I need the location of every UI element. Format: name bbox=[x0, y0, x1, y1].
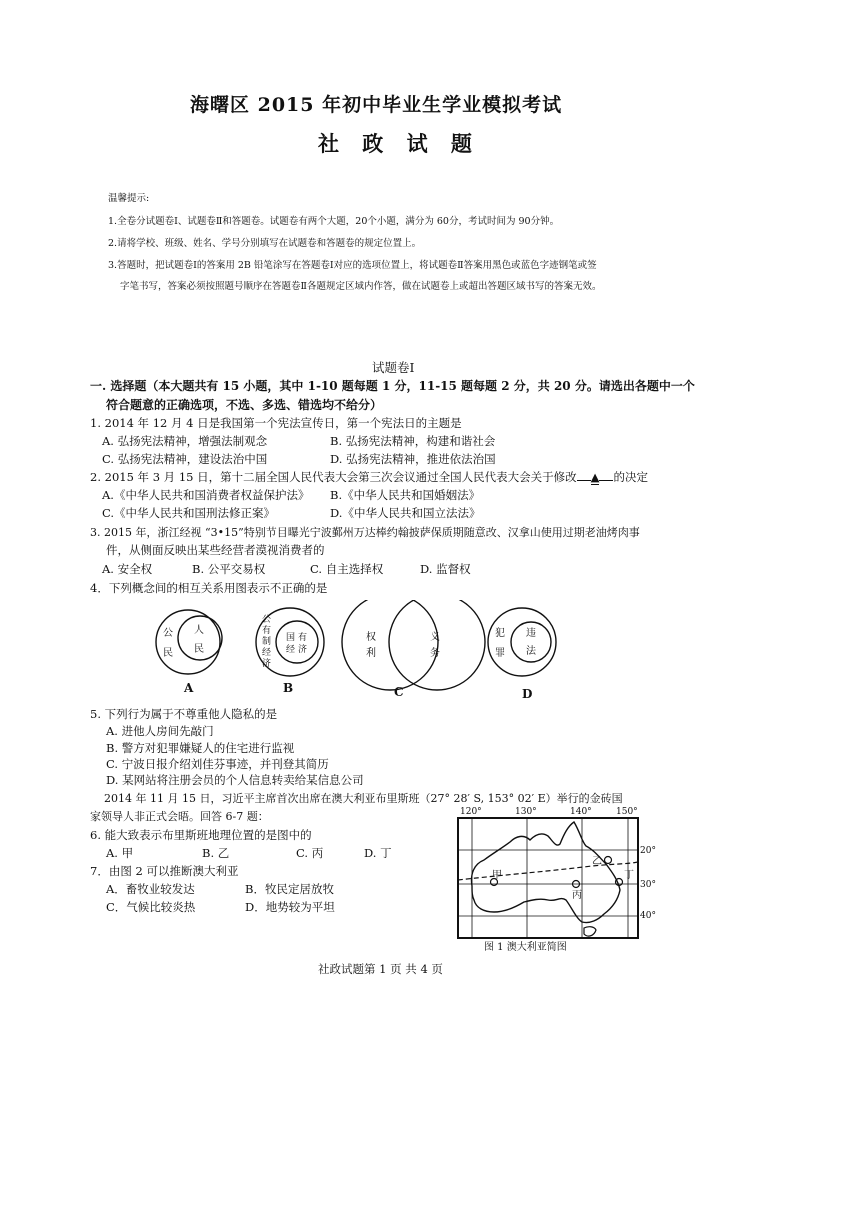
question-3-stem-continued: 件，从侧面反映出某些经营者漠视消费者的 bbox=[106, 543, 325, 557]
diagram-d-inner-label: 法 bbox=[526, 646, 536, 657]
question-6-option-d: D. 丁 bbox=[364, 846, 392, 860]
place-marker-yi bbox=[605, 857, 612, 864]
question-2-stem bbox=[90, 469, 648, 485]
diagram-b-outer-label: 经 bbox=[262, 648, 272, 658]
diagram-c-left-label: 利 bbox=[366, 648, 376, 659]
question-4-stem: 4．下列概念间的相互关系用图表示不正确的是 bbox=[90, 581, 328, 595]
tasmania-outline bbox=[584, 927, 596, 936]
diagram-b-inner-label: 国 bbox=[286, 633, 296, 643]
diagram-d-outer-label: 犯 bbox=[495, 628, 505, 639]
diagram-b-inner-circle bbox=[276, 621, 318, 663]
section-instruction: 符合题意的正确选项，不选、多选、错选均不给分） bbox=[106, 398, 383, 412]
question-4-diagrams bbox=[150, 600, 640, 702]
question-6-option-b: B. 乙 bbox=[202, 846, 230, 860]
diagram-a-caption: A bbox=[184, 681, 194, 695]
diagram-b-inner-label: 经 bbox=[286, 645, 296, 655]
diagram-c-left-circle bbox=[342, 600, 438, 690]
question-7-option-b: B．牧民定居放牧 bbox=[245, 882, 334, 896]
diagram-b-outer-label: 有 bbox=[262, 626, 272, 636]
page-title: 海曙区 2015 年初中毕业生学业模拟考试 bbox=[190, 94, 563, 116]
map-latitude-label: 30° bbox=[640, 880, 656, 890]
question-2-option-b: B.《中华人民共和国婚姻法》 bbox=[330, 488, 481, 502]
question-6-7-intro-continued: 家领导人非正式会晤。回答 6-7 题： bbox=[90, 810, 269, 823]
place-label-yi: 乙 bbox=[592, 856, 602, 867]
place-label-ding: 丁 bbox=[624, 870, 634, 881]
page-footer: 社政试题第 1 页 共 4 页 bbox=[318, 962, 443, 976]
diagram-d-inner-label: 违 bbox=[526, 628, 536, 639]
question-7-option-c: C．气候比较炎热 bbox=[106, 900, 196, 914]
question-1-stem: 1. 2014 年 12 月 4 日是我国第一个宪法宣传日，第一个宪法日的主题是 bbox=[90, 416, 462, 430]
map-longitude-label: 120° bbox=[460, 807, 482, 817]
tips-heading: 温馨提示: bbox=[108, 193, 150, 204]
diagram-a-outer-label: 民 bbox=[163, 648, 173, 659]
question-6-option-c: C. 丙 bbox=[296, 846, 324, 860]
diagram-b-outer-label: 公 bbox=[262, 615, 272, 625]
diagram-c-right-label: 务 bbox=[430, 648, 440, 659]
section-instruction: 一. 选择题（本大题共有 15 小题，其中 1-10 题每题 1 分，11-15 题每题 2 分，共 20 分。请选出各题中一个 bbox=[90, 379, 695, 393]
tips-item: 字笔书写，答案必须按照题号顺序在答题卷Ⅱ各题规定区域内作答，做在试题卷上或超出答题区域书写的答案无效。 bbox=[120, 281, 602, 292]
diagram-b-inner-label: 有 bbox=[298, 633, 308, 643]
diagram-a-inner-label: 人 bbox=[194, 625, 204, 636]
map-longitude-label: 140° bbox=[570, 807, 592, 817]
diagram-d-outer-circle bbox=[488, 608, 556, 676]
question-1-option-c: C. 弘扬宪法精神，建设法治中国 bbox=[102, 452, 268, 466]
tips-item: 2.请将学校、班级、姓名、学号分别填写在试题卷和答题卷的规定位置上。 bbox=[108, 238, 422, 249]
place-label-jia: 甲 bbox=[492, 870, 502, 881]
question-6-option-a: A. 甲 bbox=[106, 846, 134, 860]
diagram-c-right-label: 义 bbox=[430, 632, 440, 643]
diagram-b-caption: B bbox=[283, 681, 294, 695]
question-3-option-a: A. 安全权 bbox=[102, 562, 153, 576]
map-caption: 图 1 澳大利亚简图 bbox=[484, 942, 567, 953]
question-5-stem: 5. 下列行为属于不尊重他人隐私的是 bbox=[90, 707, 278, 721]
question-3-option-c: C. 自主选择权 bbox=[310, 562, 384, 576]
question-3-stem: 3. 2015 年，浙江经视 “3•15”特别节目曝光宁波鄞州万达棒约翰披萨保质期随意改、汉拿山使用过期老油烤肉事 bbox=[90, 526, 640, 539]
map-latitude-label: 40° bbox=[640, 911, 656, 921]
question-5-option-a: A. 进他人房间先敲门 bbox=[106, 724, 214, 738]
question-5-option-d: D. 某网站将注册会员的个人信息转卖给某信息公司 bbox=[106, 773, 364, 787]
diagram-d-outer-label: 罪 bbox=[495, 648, 505, 659]
question-7-option-d: D．地势较为平坦 bbox=[245, 900, 335, 914]
question-6-7-intro: 2014 年 11 月 15 日，习近平主席首次出席在澳大利亚布里斯班（27° 28′ S, 153° 02′ E）举行的金砖国 bbox=[104, 792, 623, 805]
question-2-stem-text: 2. 2015 年 3 月 15 日，第十二届全国人民代表大会第三次会议通过全国人民代表大会关于修改 bbox=[90, 470, 577, 484]
section-title: 试题卷Ⅰ bbox=[372, 360, 415, 375]
question-2-blank: ▲ bbox=[590, 470, 600, 484]
question-7-stem: 7．由图 2 可以推断澳大利亚 bbox=[90, 864, 239, 878]
question-1-option-a: A. 弘扬宪法精神，增强法制观念 bbox=[102, 434, 268, 448]
diagram-b-outer-label: 制 bbox=[262, 637, 272, 647]
place-label-bing: 丙 bbox=[572, 890, 582, 901]
question-1-option-b: B. 弘扬宪法精神，构建和谐社会 bbox=[330, 434, 496, 448]
diagram-a-outer-label: 公 bbox=[163, 628, 173, 639]
australia-map bbox=[452, 804, 672, 954]
diagram-c-right-circle bbox=[389, 600, 485, 690]
page-subtitle: 社 政 试 题 bbox=[318, 131, 480, 156]
map-longitude-label: 150° bbox=[616, 807, 638, 817]
diagram-d-caption: D bbox=[522, 687, 533, 701]
diagram-b-outer-label: 济 bbox=[262, 659, 272, 669]
diagram-c-caption: C bbox=[394, 685, 404, 699]
diagram-b-inner-label: 济 bbox=[298, 645, 308, 655]
question-2-option-a: A.《中华人民共和国消费者权益保护法》 bbox=[102, 488, 310, 502]
question-5-option-b: B. 警方对犯罪嫌疑人的住宅进行监视 bbox=[106, 741, 295, 755]
question-2-stem-tail: 的决定 bbox=[613, 470, 648, 484]
diagram-a-inner-label: 民 bbox=[194, 644, 204, 655]
tips-item: 3.答题时，把试题卷Ⅰ的答案用 2B 铅笔涂写在答题卷Ⅰ对应的选项位置上，将试题卷Ⅱ答案用黑色或蓝色字迹钢笔或签 bbox=[108, 260, 597, 271]
question-7-option-a: A．畜牧业较发达 bbox=[106, 882, 195, 896]
question-2-option-c: C.《中华人民共和国刑法修正案》 bbox=[102, 506, 276, 520]
question-1-option-d: D. 弘扬宪法精神，推进依法治国 bbox=[330, 452, 496, 466]
question-2-option-d: D.《中华人民共和国立法法》 bbox=[330, 506, 481, 520]
question-3-option-b: B. 公平交易权 bbox=[192, 562, 266, 576]
map-longitude-label: 130° bbox=[515, 807, 537, 817]
question-5-option-c: C. 宁波日报介绍刘佳芬事迹，并刊登其简历 bbox=[106, 757, 329, 771]
question-3-option-d: D. 监督权 bbox=[420, 562, 471, 576]
question-6-stem: 6. 能大致表示布里斯班地理位置的是图中的 bbox=[90, 828, 312, 842]
diagram-c-left-label: 权 bbox=[366, 632, 376, 643]
map-latitude-label: 20° bbox=[640, 846, 656, 856]
tips-item: 1.全卷分试题卷Ⅰ、试题卷Ⅱ和答题卷。试题卷有两个大题，20个小题，满分为 60分，考试时间为 90分钟。 bbox=[108, 216, 560, 227]
